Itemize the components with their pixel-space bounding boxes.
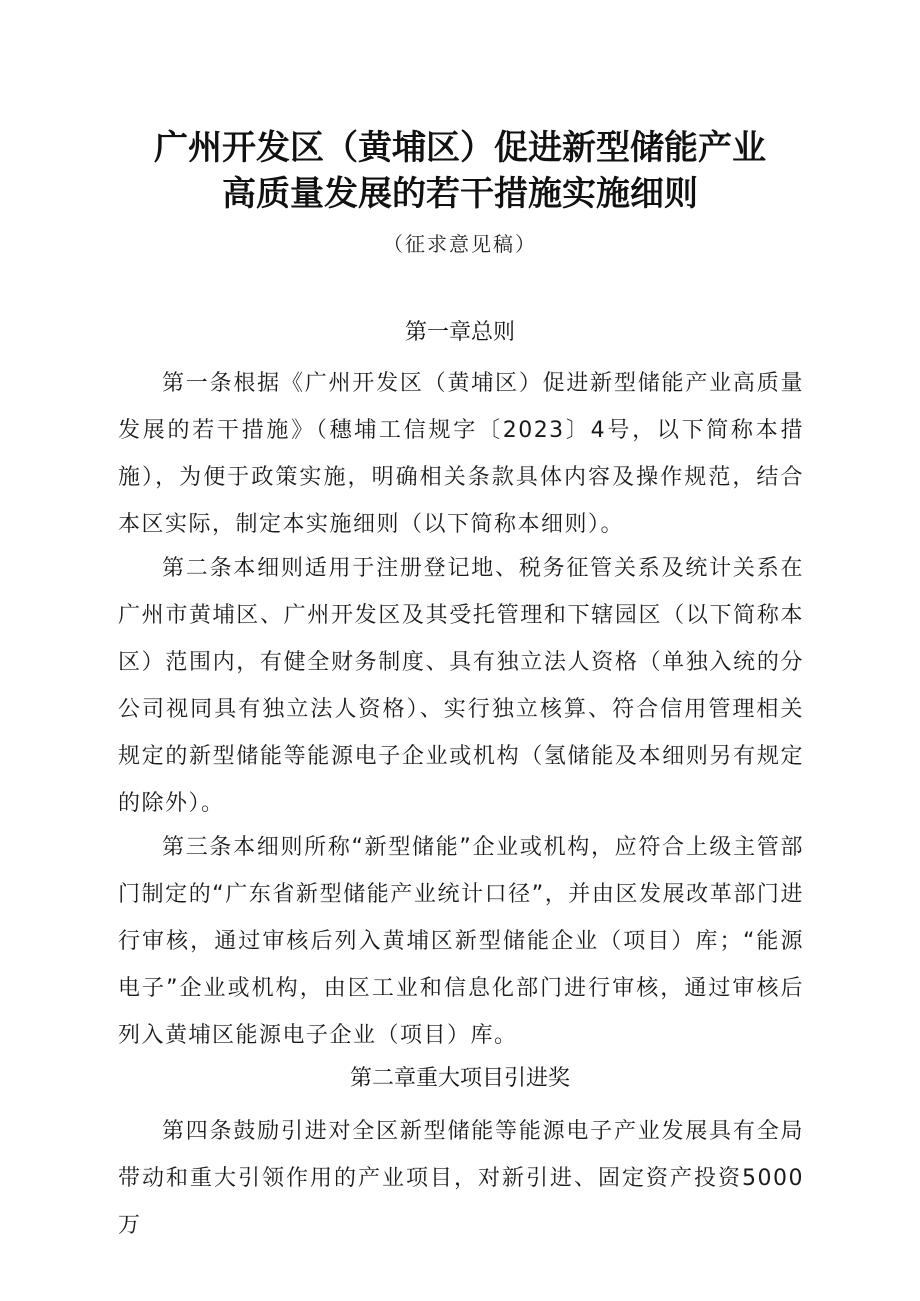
document-title-line-1: 广州开发区（黄埔区）促进新型储能产业: [154, 128, 766, 168]
article-1-paragraph: 第一条根据《广州开发区（黄埔区）促进新型储能产业高质量发展的若干措施》（穗埔工信规字〔2023〕4号，以下简称本措施），为便于政策实施，明确相关条款具体内容及操作规范，结合本区实际，制定本实施细则（以下简称本细则）。: [118, 371, 804, 537]
chapter-heading-2: 第二章重大项目引进奖: [349, 1066, 570, 1091]
document-subtitle: （征求意见稿）: [383, 232, 537, 256]
article-3-paragraph: 第三条本细则所称“新型储能”企业或机构，应符合上级主管部门制定的“广东省新型储能产业统计口径”，并由区发展改革部门进行审核，通过审核后列入黄埔区新型储能企业（项目）库；“能源电子”企业或机构，由区工业和信息化部门进行审核，通过审核后列入黄埔区能源电子企业（项目）库。: [118, 835, 804, 1048]
article-2-paragraph: 第二条本细则适用于注册登记地、税务征管关系及统计关系在广州市黄埔区、广州开发区及其受托管理和下辖园区（以下简称本区）范围内，有健全财务制度、具有独立法人资格（单独入统的分公司视同具有独立法人资格）、实行独立核算、符合信用管理相关规定的新型储能等能源电子企业或机构（氢储能及本细则另有规定的除外）。: [118, 556, 804, 816]
chapter-heading-1: 第一章总则: [404, 320, 515, 345]
article-4-paragraph: 第四条鼓励引进对全区新型储能等能源电子产业发展具有全局带动和重大引领作用的产业项目，对新引进、固定资产投资5000万: [118, 1119, 804, 1238]
document-title-line-2: 高质量发展的若干措施实施细则: [222, 174, 698, 214]
